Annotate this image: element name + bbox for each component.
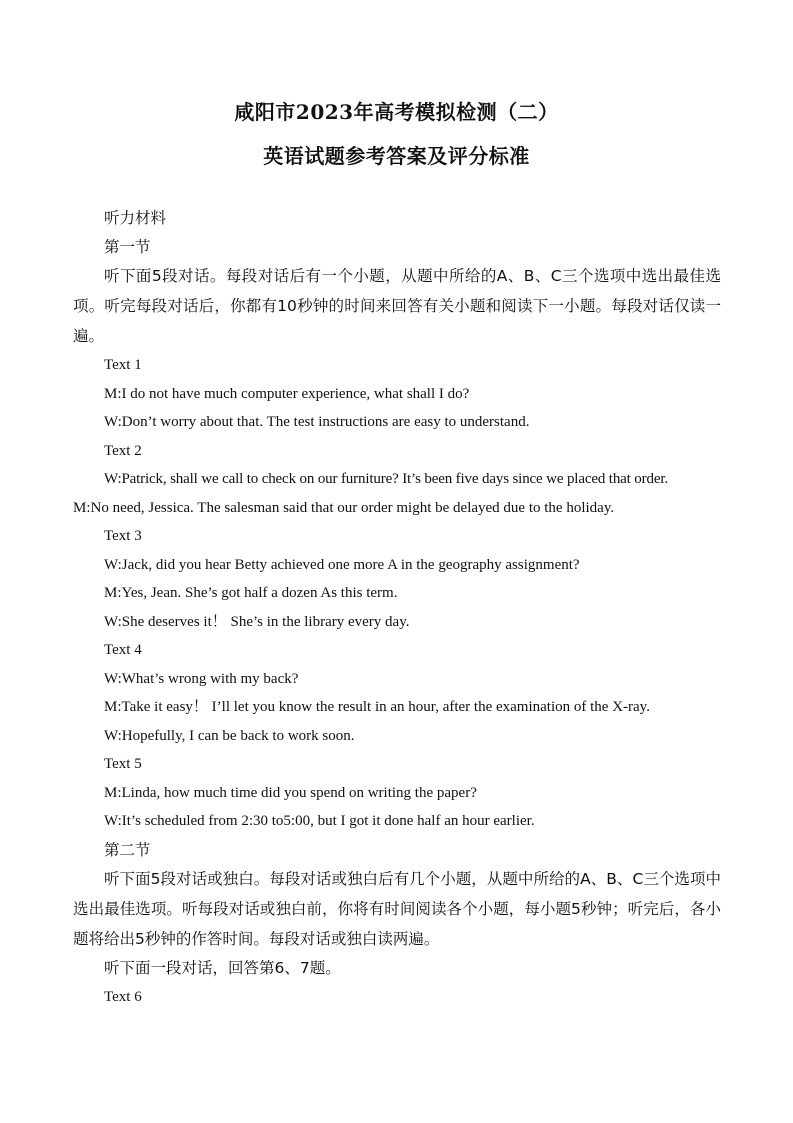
text-1-label: Text 1 <box>104 357 142 373</box>
dialogue-line: W:Hopefully, I can be back to work soon. <box>104 727 355 744</box>
dialogue-line: W:What’s wrong with my back? <box>104 670 299 687</box>
dialogue-line: W:Jack, did you hear Betty achieved one more A in the geography assignment? <box>104 556 580 573</box>
document-title: 咸阳市2023年高考模拟检测（二） <box>234 100 559 124</box>
section-label: 听力材料 <box>104 209 167 227</box>
dialogue-line: W:It’s scheduled from 2:30 to5:00, but I got it done half an hour earlier. <box>104 813 535 829</box>
part2-instruction: 听下面5段对话或独白。每段对话或独白后有几个小题，从题中所给的A、B、C三个选项中选出最佳选项。听每段对话或独白前，你将有时间阅读各个小题，每小题5秒钟；听完后，各小题将给出5秒钟的作答时间。每段对话或独白读两遍。 <box>73 870 721 948</box>
dialogue-line: M:I do not have much computer experience, what shall I do? <box>104 385 470 402</box>
part1-heading: 第一节 <box>104 237 151 256</box>
dialogue-line: W:She deserves it！ She’s in the library every day. <box>104 613 410 630</box>
dialogue-line: M:No need, Jessica. The salesman said that our order might be delayed due to the holiday. <box>73 499 615 516</box>
text-4-label: Text 4 <box>104 642 142 658</box>
dialogue-line: M:Yes, Jean. She’s got half a dozen As this term. <box>104 585 398 601</box>
text-5-label: Text 5 <box>104 756 142 772</box>
dialogue-line: M:Take it easy！ I’ll let you know the result in an hour, after the examination of the X-ray. <box>104 699 650 715</box>
text-2-label: Text 2 <box>104 442 142 459</box>
dialogue-line: W:Don’t worry about that. The test instructions are easy to understand. <box>104 414 530 430</box>
part2-heading: 第二节 <box>104 840 151 859</box>
document-subtitle: 英语试题参考答案及评分标准 <box>263 144 530 168</box>
dialogue-line: W:Patrick, shall we call to check on our furniture? It’s been five days since we placed that order. <box>104 471 668 487</box>
dialogue-line: M:Linda, how much time did you spend on writing the paper? <box>104 784 477 801</box>
part2-sub-instruction: 听下面一段对话，回答第6、7题。 <box>104 959 341 977</box>
part1-instruction: 听下面5段对话。每段对话后有一个小题，从题中所给的A、B、C三个选项中选出最佳选项。听完每段对话后，你都有10秒钟的时间来回答有关小题和阅读下一小题。每段对话仅读一遍。 <box>73 267 721 345</box>
text-3-label: Text 3 <box>104 528 142 544</box>
document-body <box>73 204 721 1011</box>
text-6-label: Text 6 <box>104 988 142 1005</box>
